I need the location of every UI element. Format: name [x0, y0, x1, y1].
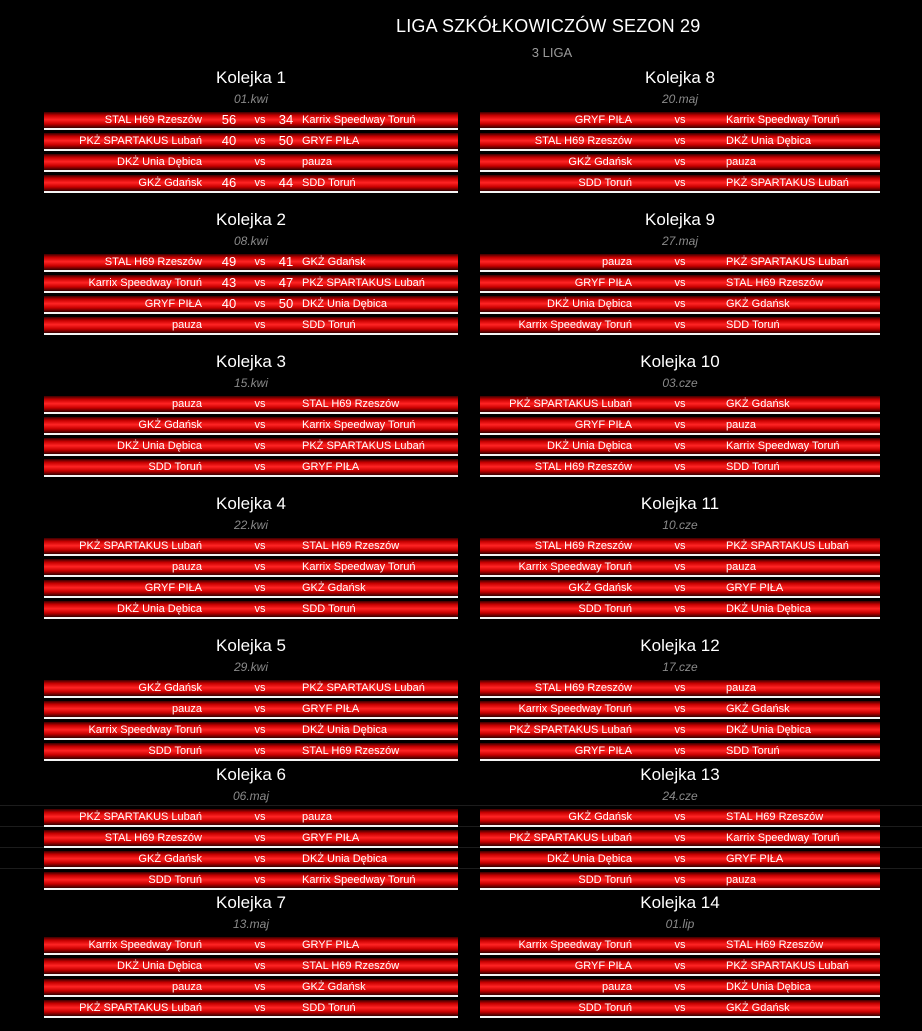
- match-row: [44, 459, 458, 477]
- home-team: SDD Toruń: [148, 745, 202, 757]
- round-date: 06.maj: [232, 789, 270, 803]
- away-team: GKŻ Gdańsk: [302, 256, 366, 268]
- away-team: DKŻ Unia Dębica: [302, 853, 387, 865]
- away-team: STAL H69 Rzeszów: [302, 398, 400, 410]
- vs-label: vs: [674, 703, 686, 715]
- match-row: [44, 112, 458, 130]
- vs-label: vs: [674, 256, 686, 268]
- vs-label: vs: [674, 603, 686, 615]
- home-team: Karrix Speedway Toruń: [518, 319, 632, 331]
- home-team: GRYF PIŁA: [574, 277, 632, 289]
- away-score: 50: [278, 133, 294, 148]
- away-team: Karrix Speedway Toruń: [726, 114, 840, 126]
- match-row: [480, 601, 880, 619]
- vs-label: vs: [254, 440, 266, 452]
- vs-label: vs: [254, 960, 266, 972]
- vs-label: vs: [674, 540, 686, 552]
- vs-label: vs: [254, 461, 266, 473]
- match-row: [44, 417, 458, 435]
- home-team: pauza: [602, 256, 632, 268]
- home-team: GRYF PIŁA: [574, 960, 632, 972]
- home-team: DKŻ Unia Dębica: [117, 156, 202, 168]
- match-row: [44, 743, 458, 761]
- home-team: GRYF PIŁA: [574, 745, 632, 757]
- away-team: GKŻ Gdańsk: [302, 582, 366, 594]
- match-row: [44, 958, 458, 976]
- away-team: Karrix Speedway Toruń: [302, 114, 416, 126]
- match-row: [480, 254, 880, 272]
- round-date: 17.cze: [662, 660, 698, 674]
- match-row: [44, 809, 458, 827]
- away-team: SDD Toruń: [302, 603, 356, 615]
- away-score: 41: [278, 254, 294, 269]
- round-title: Kolejka 6: [216, 765, 286, 784]
- vs-label: vs: [254, 724, 266, 736]
- round-date: 15.kwi: [233, 376, 268, 390]
- home-team: SDD Toruń: [148, 461, 202, 473]
- round-title: Kolejka 7: [216, 893, 286, 912]
- away-team: pauza: [726, 419, 756, 431]
- round-date: 13.maj: [232, 917, 270, 931]
- away-team: GRYF PIŁA: [302, 939, 360, 951]
- away-team: PKŻ SPARTAKUS Lubań: [726, 540, 849, 552]
- away-score: 50: [278, 296, 294, 311]
- away-team: DKŻ Unia Dębica: [302, 298, 387, 310]
- vs-label: vs: [254, 582, 266, 594]
- vs-label: vs: [254, 298, 266, 310]
- away-team: SDD Toruń: [726, 461, 780, 473]
- match-row: [480, 417, 880, 435]
- away-team: GKŻ Gdańsk: [726, 1002, 790, 1014]
- round-title: Kolejka 11: [640, 494, 720, 513]
- home-team: GKŻ Gdańsk: [568, 811, 632, 823]
- away-team: DKŻ Unia Dębica: [726, 981, 811, 993]
- round-block: [480, 210, 880, 340]
- match-row: [44, 275, 458, 293]
- match-row: [44, 580, 458, 598]
- match-row: [44, 680, 458, 698]
- match-row: [480, 701, 880, 719]
- away-team: pauza: [726, 156, 756, 168]
- round-block: [480, 494, 880, 624]
- match-row: [44, 133, 458, 151]
- home-team: SDD Toruń: [148, 874, 202, 886]
- round-title: Kolejka 14: [640, 893, 720, 912]
- round-date: 08.kwi: [233, 234, 268, 248]
- match-row: [44, 872, 458, 890]
- away-team: STAL H69 Rzeszów: [726, 811, 824, 823]
- away-team: Karrix Speedway Toruń: [302, 419, 416, 431]
- vs-label: vs: [254, 981, 266, 993]
- away-team: GRYF PIŁA: [726, 582, 784, 594]
- home-team: SDD Toruń: [578, 177, 632, 189]
- match-row: [480, 830, 880, 848]
- home-team: Karrix Speedway Toruń: [518, 703, 632, 715]
- match-row: [44, 559, 458, 577]
- away-team: SDD Toruń: [726, 319, 780, 331]
- home-team: PKŻ SPARTAKUS Lubań: [509, 832, 632, 844]
- match-row: [480, 580, 880, 598]
- match-row: [44, 979, 458, 997]
- round-block: [44, 210, 458, 340]
- vs-label: vs: [674, 682, 686, 694]
- home-team: DKŻ Unia Dębica: [547, 298, 632, 310]
- match-row: [44, 538, 458, 556]
- match-row: [480, 743, 880, 761]
- vs-label: vs: [674, 156, 686, 168]
- match-row: [44, 601, 458, 619]
- away-team: PKŻ SPARTAKUS Lubań: [302, 682, 425, 694]
- vs-label: vs: [254, 745, 266, 757]
- match-row: [480, 133, 880, 151]
- away-team: pauza: [302, 811, 332, 823]
- away-team: STAL H69 Rzeszów: [302, 960, 400, 972]
- match-row: [44, 438, 458, 456]
- away-team: pauza: [726, 682, 756, 694]
- vs-label: vs: [254, 135, 266, 147]
- vs-label: vs: [674, 745, 686, 757]
- away-team: SDD Toruń: [726, 745, 780, 757]
- vs-label: vs: [674, 277, 686, 289]
- home-team: STAL H69 Rzeszów: [534, 135, 632, 147]
- match-row: [480, 559, 880, 577]
- round-title: Kolejka 9: [645, 210, 715, 229]
- home-team: Karrix Speedway Toruń: [88, 277, 202, 289]
- league-subtitle: 3 LIGA: [531, 45, 573, 60]
- match-row: [480, 438, 880, 456]
- round-block: [44, 352, 458, 482]
- vs-label: vs: [254, 277, 266, 289]
- vs-label: vs: [674, 811, 686, 823]
- home-team: PKŻ SPARTAKUS Lubań: [79, 811, 202, 823]
- away-team: GKŻ Gdańsk: [726, 703, 790, 715]
- vs-label: vs: [674, 419, 686, 431]
- vs-label: vs: [254, 1002, 266, 1014]
- away-team: PKŻ SPARTAKUS Lubań: [302, 277, 425, 289]
- home-team: STAL H69 Rzeszów: [534, 682, 632, 694]
- round-title: Kolejka 2: [216, 210, 286, 229]
- match-row: [44, 317, 458, 335]
- home-team: GKŻ Gdańsk: [138, 682, 202, 694]
- match-row: [480, 538, 880, 556]
- round-block: [480, 765, 880, 895]
- home-team: SDD Toruń: [578, 603, 632, 615]
- away-team: pauza: [302, 156, 332, 168]
- home-team: DKŻ Unia Dębica: [547, 853, 632, 865]
- home-team: SDD Toruń: [578, 874, 632, 886]
- match-row: [480, 175, 880, 193]
- round-block: [480, 636, 880, 766]
- round-title: Kolejka 1: [216, 68, 286, 87]
- match-row: [480, 112, 880, 130]
- away-team: DKŻ Unia Dębica: [726, 135, 811, 147]
- home-score: 40: [221, 133, 237, 148]
- match-row: [44, 1000, 458, 1018]
- match-row: [480, 396, 880, 414]
- vs-label: vs: [254, 703, 266, 715]
- away-team: PKŻ SPARTAKUS Lubań: [726, 256, 849, 268]
- away-team: PKŻ SPARTAKUS Lubań: [302, 440, 425, 452]
- match-row: [480, 317, 880, 335]
- match-row: [480, 275, 880, 293]
- away-team: DKŻ Unia Dębica: [302, 724, 387, 736]
- home-score: 40: [221, 296, 237, 311]
- match-row: [44, 175, 458, 193]
- away-team: STAL H69 Rzeszów: [726, 277, 824, 289]
- home-team: pauza: [602, 981, 632, 993]
- home-team: GKŻ Gdańsk: [138, 853, 202, 865]
- vs-label: vs: [674, 114, 686, 126]
- vs-label: vs: [674, 832, 686, 844]
- match-row: [480, 851, 880, 869]
- vs-label: vs: [674, 939, 686, 951]
- home-team: DKŻ Unia Dębica: [547, 440, 632, 452]
- home-team: GKŻ Gdańsk: [138, 419, 202, 431]
- vs-label: vs: [674, 461, 686, 473]
- home-team: Karrix Speedway Toruń: [88, 724, 202, 736]
- page-title: LIGA SZKÓŁKOWICZÓW SEZON 29: [396, 16, 701, 36]
- home-team: PKŻ SPARTAKUS Lubań: [79, 135, 202, 147]
- away-team: GKŻ Gdańsk: [726, 398, 790, 410]
- home-team: Karrix Speedway Toruń: [518, 939, 632, 951]
- round-title: Kolejka 3: [216, 352, 286, 371]
- round-block: [480, 352, 880, 482]
- home-score: 43: [221, 275, 237, 290]
- vs-label: vs: [674, 298, 686, 310]
- home-team: pauza: [172, 981, 202, 993]
- away-team: GRYF PIŁA: [302, 703, 360, 715]
- match-row: [480, 680, 880, 698]
- away-team: PKŻ SPARTAKUS Lubań: [726, 960, 849, 972]
- round-date: 27.maj: [661, 234, 699, 248]
- round-title: Kolejka 8: [645, 68, 715, 87]
- away-score: 34: [278, 112, 294, 127]
- vs-label: vs: [674, 561, 686, 573]
- round-title: Kolejka 10: [640, 352, 720, 371]
- round-block: [480, 893, 880, 1023]
- round-block: [44, 893, 458, 1023]
- round-date: 29.kwi: [233, 660, 268, 674]
- vs-label: vs: [674, 177, 686, 189]
- away-team: STAL H69 Rzeszów: [302, 540, 400, 552]
- away-team: GRYF PIŁA: [726, 853, 784, 865]
- vs-label: vs: [254, 939, 266, 951]
- match-row: [480, 809, 880, 827]
- vs-label: vs: [674, 398, 686, 410]
- match-row: [44, 851, 458, 869]
- round-date: 01.kwi: [233, 92, 268, 106]
- vs-label: vs: [674, 135, 686, 147]
- match-row: [44, 254, 458, 272]
- home-team: GRYF PIŁA: [144, 298, 202, 310]
- vs-label: vs: [254, 832, 266, 844]
- vs-label: vs: [254, 561, 266, 573]
- away-team: Karrix Speedway Toruń: [726, 440, 840, 452]
- home-score: 56: [221, 112, 237, 127]
- away-team: SDD Toruń: [302, 177, 356, 189]
- away-team: pauza: [726, 874, 756, 886]
- vs-label: vs: [674, 853, 686, 865]
- round-title: Kolejka 4: [216, 494, 286, 513]
- away-team: STAL H69 Rzeszów: [726, 939, 824, 951]
- round-date: 10.cze: [662, 518, 698, 532]
- vs-label: vs: [674, 874, 686, 886]
- match-row: [44, 701, 458, 719]
- match-row: [44, 937, 458, 955]
- match-row: [480, 937, 880, 955]
- match-row: [480, 1000, 880, 1018]
- match-row: [44, 830, 458, 848]
- home-team: PKŻ SPARTAKUS Lubań: [509, 724, 632, 736]
- home-team: GKŻ Gdańsk: [568, 582, 632, 594]
- round-block: [44, 494, 458, 624]
- away-team: DKŻ Unia Dębica: [726, 603, 811, 615]
- vs-label: vs: [254, 177, 266, 189]
- home-score: 46: [221, 175, 237, 190]
- home-team: Karrix Speedway Toruń: [88, 939, 202, 951]
- match-row: [44, 154, 458, 172]
- match-row: [480, 958, 880, 976]
- match-row: [480, 979, 880, 997]
- vs-label: vs: [254, 419, 266, 431]
- home-team: pauza: [172, 319, 202, 331]
- away-team: SDD Toruń: [302, 319, 356, 331]
- match-row: [44, 296, 458, 314]
- away-team: Karrix Speedway Toruń: [302, 561, 416, 573]
- home-team: PKŻ SPARTAKUS Lubań: [509, 398, 632, 410]
- vs-label: vs: [254, 114, 266, 126]
- round-title: Kolejka 12: [640, 636, 720, 655]
- vs-label: vs: [674, 319, 686, 331]
- home-team: STAL H69 Rzeszów: [104, 256, 202, 268]
- match-row: [44, 722, 458, 740]
- match-row: [480, 722, 880, 740]
- home-score: 49: [221, 254, 237, 269]
- away-team: SDD Toruń: [302, 1002, 356, 1014]
- vs-label: vs: [254, 853, 266, 865]
- vs-label: vs: [674, 981, 686, 993]
- round-date: 22.kwi: [233, 518, 268, 532]
- home-team: GRYF PIŁA: [144, 582, 202, 594]
- round-title: Kolejka 5: [216, 636, 286, 655]
- away-team: GRYF PIŁA: [302, 135, 360, 147]
- home-team: DKŻ Unia Dębica: [117, 603, 202, 615]
- away-team: GRYF PIŁA: [302, 461, 360, 473]
- round-block: [480, 68, 880, 198]
- away-team: GRYF PIŁA: [302, 832, 360, 844]
- vs-label: vs: [254, 319, 266, 331]
- vs-label: vs: [674, 724, 686, 736]
- home-team: PKŻ SPARTAKUS Lubań: [79, 1002, 202, 1014]
- away-team: Karrix Speedway Toruń: [726, 832, 840, 844]
- home-team: SDD Toruń: [578, 1002, 632, 1014]
- away-team: GKŻ Gdańsk: [302, 981, 366, 993]
- round-block: [44, 636, 458, 766]
- vs-label: vs: [254, 682, 266, 694]
- match-row: [480, 154, 880, 172]
- vs-label: vs: [674, 960, 686, 972]
- home-team: GRYF PIŁA: [574, 419, 632, 431]
- away-team: STAL H69 Rzeszów: [302, 745, 400, 757]
- home-team: GKŻ Gdańsk: [138, 177, 202, 189]
- vs-label: vs: [674, 440, 686, 452]
- vs-label: vs: [254, 398, 266, 410]
- home-team: DKŻ Unia Dębica: [117, 440, 202, 452]
- home-team: Karrix Speedway Toruń: [518, 561, 632, 573]
- round-date: 20.maj: [661, 92, 699, 106]
- home-team: STAL H69 Rzeszów: [534, 540, 632, 552]
- round-block: [44, 765, 458, 895]
- vs-label: vs: [254, 256, 266, 268]
- away-team: Karrix Speedway Toruń: [302, 874, 416, 886]
- away-team: PKŻ SPARTAKUS Lubań: [726, 177, 849, 189]
- home-team: PKŻ SPARTAKUS Lubań: [79, 540, 202, 552]
- vs-label: vs: [254, 603, 266, 615]
- home-team: pauza: [172, 398, 202, 410]
- home-team: pauza: [172, 703, 202, 715]
- home-team: GRYF PIŁA: [574, 114, 632, 126]
- vs-label: vs: [674, 582, 686, 594]
- match-row: [480, 459, 880, 477]
- match-row: [44, 396, 458, 414]
- home-team: STAL H69 Rzeszów: [534, 461, 632, 473]
- away-team: DKŻ Unia Dębica: [726, 724, 811, 736]
- away-team: pauza: [726, 561, 756, 573]
- vs-label: vs: [254, 811, 266, 823]
- away-score: 44: [278, 175, 294, 190]
- round-date: 01.lip: [665, 917, 695, 931]
- round-title: Kolejka 13: [640, 765, 720, 784]
- vs-label: vs: [674, 1002, 686, 1014]
- away-team: GKŻ Gdańsk: [726, 298, 790, 310]
- match-row: [480, 296, 880, 314]
- home-team: DKŻ Unia Dębica: [117, 960, 202, 972]
- home-team: pauza: [172, 561, 202, 573]
- round-date: 24.cze: [662, 789, 698, 803]
- match-row: [480, 872, 880, 890]
- vs-label: vs: [254, 540, 266, 552]
- vs-label: vs: [254, 874, 266, 886]
- home-team: GKŻ Gdańsk: [568, 156, 632, 168]
- round-date: 03.cze: [662, 376, 698, 390]
- away-score: 47: [278, 275, 294, 290]
- round-block: [44, 68, 458, 198]
- home-team: STAL H69 Rzeszów: [104, 832, 202, 844]
- vs-label: vs: [254, 156, 266, 168]
- home-team: STAL H69 Rzeszów: [104, 114, 202, 126]
